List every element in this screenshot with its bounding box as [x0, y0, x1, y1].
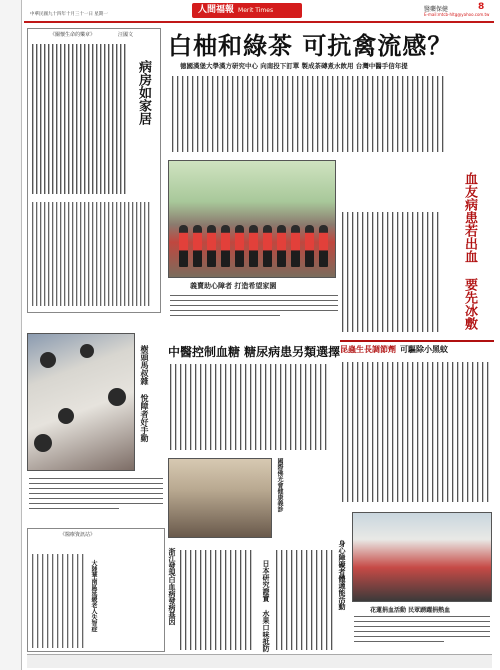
newspaper-logo — [192, 3, 302, 18]
logo-subtext: Merit Times — [238, 7, 274, 14]
text-lines-graphic — [168, 362, 332, 452]
info-column-body-texture — [30, 540, 162, 650]
column-author: 汪國文 — [118, 32, 134, 38]
photo4-caption-body-texture — [352, 614, 492, 654]
text-lines-graphic — [168, 74, 450, 154]
text-lines-graphic — [340, 210, 444, 334]
text-lines-graphic — [352, 614, 492, 654]
right-article2-headline-red: 昆蟲生長調節劑 — [340, 345, 396, 354]
text-lines-graphic — [178, 548, 266, 652]
bottom-center-headline-2: 日本研究證實 水果口味抵防 — [262, 560, 270, 652]
info-column-headline: 大陸華南區延緩老人失智症 — [90, 560, 97, 632]
main-subheadline: 德國漢堡大學漢方研究中心 向南投下訂單 製成茶磚煮水飲用 台灣中醫手信年提 — [180, 62, 408, 70]
section2-headline: 中醫控制血糖 糖尿病患另類選擇 — [168, 345, 341, 359]
photo-caption-headline: 義賣助心障者 打造希望家園 — [190, 282, 277, 290]
bottom-center-body-texture — [178, 548, 266, 652]
column-title: 《關懷生命的樂章》 — [50, 32, 96, 38]
masthead-rule — [24, 21, 494, 23]
main-headline: 白柚和綠茶 可抗禽流感？ — [168, 31, 453, 60]
text-lines-graphic — [340, 360, 494, 505]
massage-volunteers-photo — [27, 333, 135, 471]
right-article-headline: 血友病患若出血 要先冰敷 — [462, 172, 477, 330]
photo2-vertical-caption: 樹頭馬叔雜 悅障者好手勤 — [140, 345, 149, 442]
logo-text: 人間福報 — [198, 5, 235, 15]
text-lines-graphic — [30, 200, 158, 308]
volunteers-group-photo — [168, 160, 336, 278]
page-number: 8 — [478, 2, 485, 12]
masthead-date: 中華民國九十四年十月三十一日 星期一 — [30, 12, 108, 17]
blood-donation-photo — [352, 512, 492, 602]
left-column-headline: 病房如家居 — [136, 60, 151, 125]
right-article2-headline-dark: 可驅除小黑蚊 — [400, 345, 448, 354]
section-email: E-mail:mtcb-hltg@yahoo.com.tw — [424, 12, 490, 17]
info-column-title: 《醫療資訊站》 — [60, 532, 96, 538]
photo3-vertical-caption: 國際佛光會健康義診 — [276, 458, 283, 512]
photo2-caption-body-texture — [27, 476, 165, 520]
right-article2-body-texture — [340, 360, 494, 505]
main-article-body-texture — [168, 74, 450, 154]
right-article2-headline — [340, 340, 494, 356]
text-lines-graphic — [27, 476, 165, 520]
section-name: 醫藥保健 — [424, 6, 449, 13]
bottom-ad-strip — [27, 654, 492, 668]
free-clinic-photo — [168, 458, 272, 538]
left-margin-strip — [0, 0, 22, 670]
photo-caption-body-texture — [168, 293, 340, 323]
section2-body-texture — [168, 362, 332, 452]
text-lines-graphic — [30, 40, 130, 200]
text-lines-graphic — [30, 540, 86, 650]
left-column-body-lower-texture — [30, 200, 158, 308]
bottom-center-headline: 浙江發現白血病發病基因 — [168, 548, 176, 625]
text-lines-graphic — [168, 293, 340, 323]
photo4-caption-headline: 花蓮捐血活動 民眾踴躍捐熱血 — [370, 607, 451, 614]
text-lines-graphic — [272, 548, 336, 652]
right-article-body-texture — [340, 210, 444, 334]
bottom-center-body2-texture — [272, 548, 336, 652]
bottom-center-headline-3: 身心障礙者體適能活動 — [338, 540, 346, 610]
